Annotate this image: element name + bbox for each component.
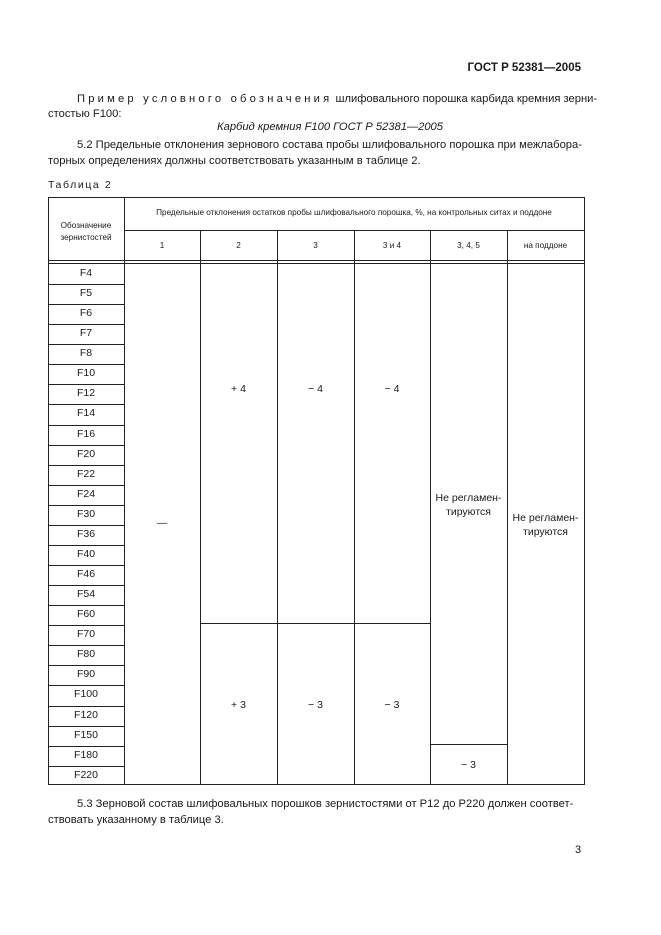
sub-header-3-4: 3 и 4 [382,241,402,250]
example-designation: Карбид кремния F100 ГОСТ Р 52381—2005 [217,121,444,133]
grit-row-divider [48,505,125,506]
lower-col2-value: + 3 [231,699,246,711]
sub-header-3: 3 [313,241,318,250]
grit-row-divider [48,545,125,546]
grit-row-label: F12 [76,387,96,400]
grit-column-border [124,197,125,785]
grit-row-divider [48,485,125,486]
grit-row-label: F4 [79,267,93,279]
grit-row-divider [48,425,125,426]
pan-value-line1: Не регламен- [512,512,579,524]
table-top-border [48,197,585,198]
grit-row-divider [48,284,125,285]
grit-row-divider [48,726,125,727]
grit-row-divider [48,344,125,345]
col345-upper-line1: Не регламен- [435,492,502,504]
grit-row-divider [48,585,125,586]
grit-row-label: F180 [74,748,98,761]
group-header: Предельные отклонения остатков пробы шлифовального порошка, %, на контрольных ситах и поддоне [156,208,552,217]
table-bottom-border [48,784,585,785]
clause-5-3-line2: ствовать указанному в таблице 3. [48,814,224,826]
col-header-grit-line1: Обозначение [60,221,112,230]
upper-col34-value: − 4 [384,383,400,395]
grit-row-divider [48,665,125,666]
col1-col2-border [200,230,201,785]
grit-row-label: F150 [74,728,98,741]
grit-row-divider [48,605,125,606]
grit-row-divider [48,404,125,405]
upper-col3-value: − 4 [308,383,323,395]
grit-row-divider [48,685,125,686]
grit-row-label: F8 [79,347,93,360]
col345-lower-value: − 3 [461,759,476,771]
document-header: ГОСТ Р 52381—2005 [467,62,581,74]
grit-row-label: F5 [79,287,93,300]
grit-row-label: F16 [76,427,96,440]
grit-row-label: F120 [74,708,98,721]
header-bottom-line1 [48,260,585,261]
sub-header-2: 2 [236,241,241,250]
grit-row-divider [48,565,125,566]
grit-row-label: F46 [76,568,96,581]
col345-divider [430,744,507,745]
grit-row-divider [48,525,125,526]
grit-row-divider [48,465,125,466]
header-bottom-line2 [48,263,585,264]
col2-col3-border [277,230,278,785]
grit-row-label: F220 [74,768,98,781]
sub-header-pan: на поддоне [523,241,568,250]
grit-row-label: F100 [74,688,98,701]
grit-row-label: F10 [76,367,96,380]
table-caption: Таблица 2 [48,179,113,191]
page-number: 3 [575,844,582,856]
upper-col2-value: + 4 [231,383,246,395]
grit-row-divider [48,304,125,305]
clause-5-2-line2: торных определениях должны соответствовать указанным в таблице 2. [48,155,421,167]
table-left-border [48,197,49,785]
col3-col34-border [354,230,355,785]
col-header-grit-line2: зернистостей [60,233,112,242]
grit-row-divider [48,364,125,365]
grit-row-label: F30 [76,507,96,520]
grit-row-divider [48,445,125,446]
grit-row-label: F36 [76,527,96,540]
grit-row-label: F14 [76,407,96,420]
example-spaced-text: Пример условного обозначения [77,93,333,105]
example-rest-text: шлифовального порошка карбида кремния зерни- [332,93,598,105]
pan-value-line2: тируются [523,526,568,538]
grit-row-label: F24 [76,487,96,500]
col345-upper-line2: тируются [446,506,491,518]
grit-row-divider [48,324,125,325]
grit-row-divider [48,645,125,646]
lower-col34-value: − 3 [384,699,400,711]
col34-col345-border [430,230,431,785]
col1-value: — [156,517,168,529]
grit-row-label: F90 [76,668,96,681]
grit-row-label: F54 [76,588,96,601]
grit-row-label: F70 [76,628,96,641]
pan-value [507,511,584,539]
example-paragraph-line2: стостью F100: [48,108,122,120]
clause-5-3-line1: 5.3 Зерновой состав шлифовальных порошков зернистостями от P12 до P220 должен соответ- [77,798,574,810]
grit-row-divider [48,384,125,385]
sub-header-1: 1 [159,241,165,250]
grit-row-label: F60 [76,608,96,621]
grit-row-label: F20 [76,447,96,460]
col345-pan-border [507,230,508,785]
table-right-border [584,197,585,785]
col345-upper-value [430,491,507,519]
grit-row-divider [48,766,125,767]
lower-col3-value: − 3 [308,699,323,711]
grit-row-label: F80 [76,648,96,661]
col-header-grit [48,220,124,244]
example-paragraph-line1 [77,91,597,107]
grit-row-divider [48,625,125,626]
grit-row-label: F7 [79,327,93,340]
grit-row-label: F40 [76,547,96,560]
clause-5-2-line1: 5.2 Предельные отклонения зернового состава пробы шлифовального порошка при межлабора- [77,139,582,151]
upper-lower-divider [200,623,430,624]
grit-row-divider [48,746,125,747]
sub-header-3-4-5: 3, 4, 5 [457,241,480,250]
grit-row-label: F6 [79,307,93,320]
grit-row-divider [48,706,125,707]
grit-row-label: F22 [76,467,96,480]
